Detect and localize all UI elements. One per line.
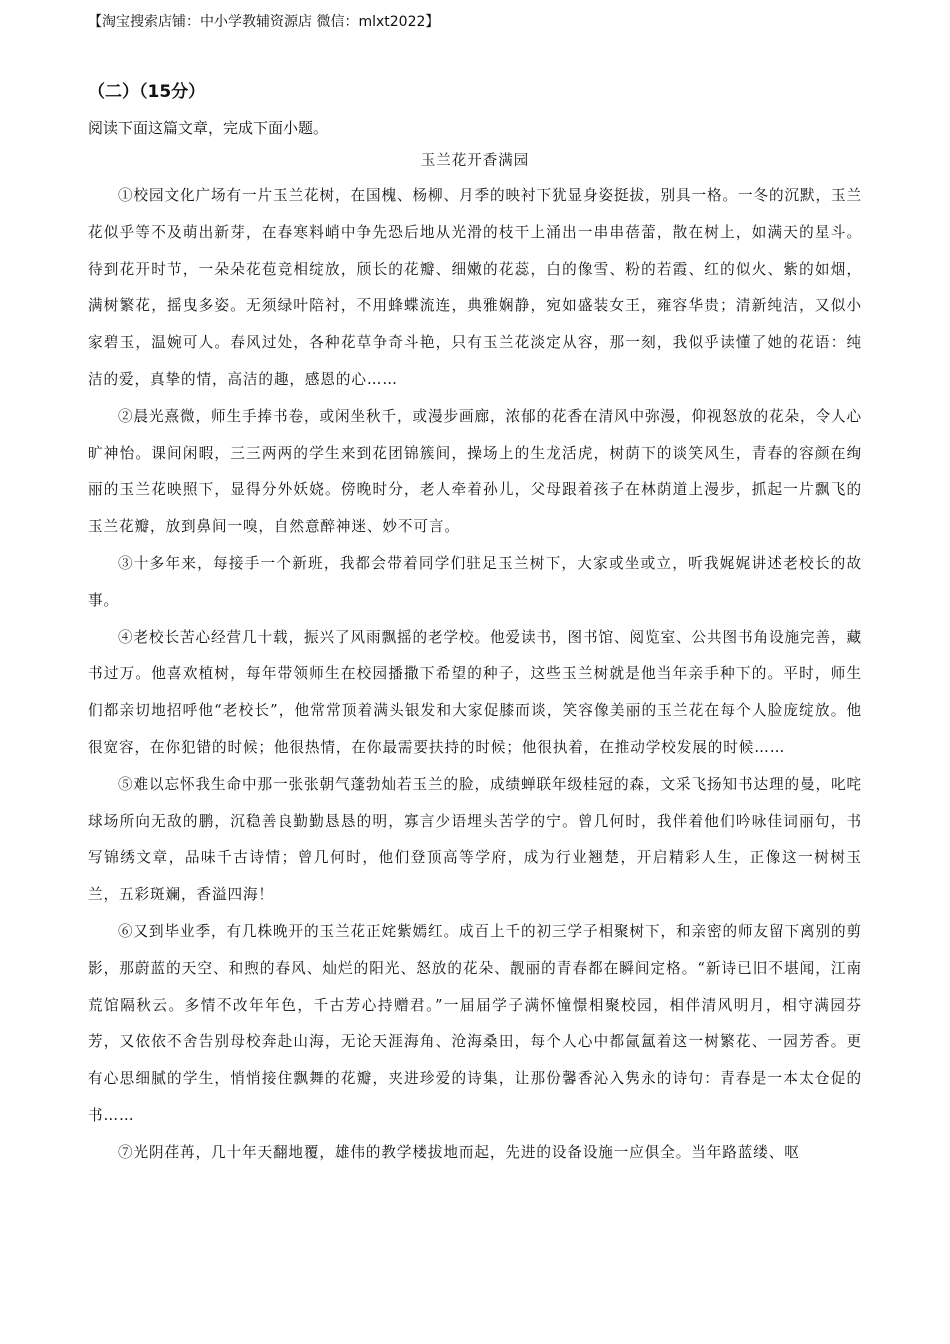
article-body <box>88 178 862 1172</box>
section-heading: （二）（15分） <box>88 82 206 102</box>
paragraph-3: ③十多年来，每接手一个新班，我都会带着同学们驻足玉兰树下，大家或坐或立，听我娓娓讲述老校长的故事。 <box>88 554 862 609</box>
paragraph-1: ①校园文化广场有一片玉兰花树，在国槐、杨柳、月季的映衬下犹显身姿挺拔，别具一格。一冬的沉默，玉兰花似乎等不及萌出新芽，在春寒料峭中争先恐后地从光滑的枝干上涌出一串串蓓蕾，散在树上，如满天的星斗。待到花开时节，一朵朵花苞竞相绽放，颀长的花瓣、细嫩的花蕊，白的像雪、粉的若霞、红的似火、紫的如烟，满树繁花，摇曳多姿。无须绿叶陪衬，不用蜂蝶流连，典雅娴静，宛如盛装女王，雍容华贵；清新纯洁，又似小家碧玉，温婉可人。春风过处，各种花草争奇斗艳，只有玉兰花淡定从容，那一刻，我似乎读懂了她的花语：纯洁的爱，真挚的情，高洁的趣，感恩的心…… <box>88 187 862 388</box>
reading-instruction: 阅读下面这篇文章，完成下面小题。 <box>88 119 329 137</box>
header-note: 【淘宝搜索店铺：中小学教辅资源店 微信：mlxt2022】 <box>88 14 440 30</box>
paragraph-5: ⑤难以忘怀我生命中那一张张朝气蓬勃灿若玉兰的脸，成绩蝉联年级桂冠的森，文采飞扬知书达理的曼，叱咤球场所向无敌的鹏，沉稳善良勤勤恳恳的明，寡言少语埋头苦学的宁。曾几何时，我伴着他们吟咏佳词丽句，书写锦绣文章，品味千古诗情；曾几何时，他们登顶高等学府，成为行业翘楚，开启精彩人生，正像这一树树玉兰，五彩斑斓，香溢四海！ <box>88 775 862 904</box>
paragraph-2: ②晨光熹微，师生手捧书卷，或闲坐秋千，或漫步画廊，浓郁的花香在清风中弥漫，仰视怒放的花朵，令人心旷神怡。课间闲暇，三三两两的学生来到花团锦簇间，操场上的生龙活虎，树荫下的谈笑风生，青春的容颜在绚丽的玉兰花映照下，显得分外妖娆。傍晚时分，老人牵着孙儿，父母跟着孩子在林荫道上漫步，抓起一片飘飞的玉兰花瓣，放到鼻间一嗅，自然意醉神迷、妙不可言。 <box>88 407 862 536</box>
paragraph-4: ④老校长苦心经营几十载，振兴了风雨飘摇的老学校。他爱读书，图书馆、阅览室、公共图书角设施完善，藏书过万。他喜欢植树，每年带领师生在校园播撒下希望的种子，这些玉兰树就是他当年亲手种下的。平时，师生们都亲切地招呼他“老校长”，他常常顶着满头银发和大家促膝而谈，笑容像美丽的玉兰花在每个人脸庞绽放。他很宽容，在你犯错的时候；他很热情，在你最需要扶持的时候；他很执着，在推动学校发展的时候…… <box>88 628 862 756</box>
article-title: 玉兰花开香满园 <box>420 153 530 169</box>
paragraph-6: ⑥又到毕业季，有几株晚开的玉兰花正姹紫嫣红。成百上千的初三学子相聚树下，和亲密的师友留下离别的剪影，那蔚蓝的天空、和煦的春风、灿烂的阳光、怒放的花朵、靓丽的青春都在瞬间定格。“新诗已旧不堪闻，江南荒馆隔秋云。多情不改年年色，千古芳心持赠君。”一届届学子满怀憧憬相聚校园，相伴清风明月，相守满园芬芳，又依依不舍告别母校奔赴山海，无论天涯海角、沧海桑田，每个人心中都氤氲着这一树繁花、一园芳香。更有心思细腻的学生，悄悄接住飘舞的花瓣，夹进珍爱的诗集，让那份馨香沁入隽永的诗句：青春是一本太仓促的书…… <box>88 922 862 1124</box>
paragraph-7: ⑦光阴荏苒，几十年天翻地覆，雄伟的教学楼拔地而起，先进的设备设施一应俱全。当年路蓝缕、呕 <box>118 1143 800 1161</box>
